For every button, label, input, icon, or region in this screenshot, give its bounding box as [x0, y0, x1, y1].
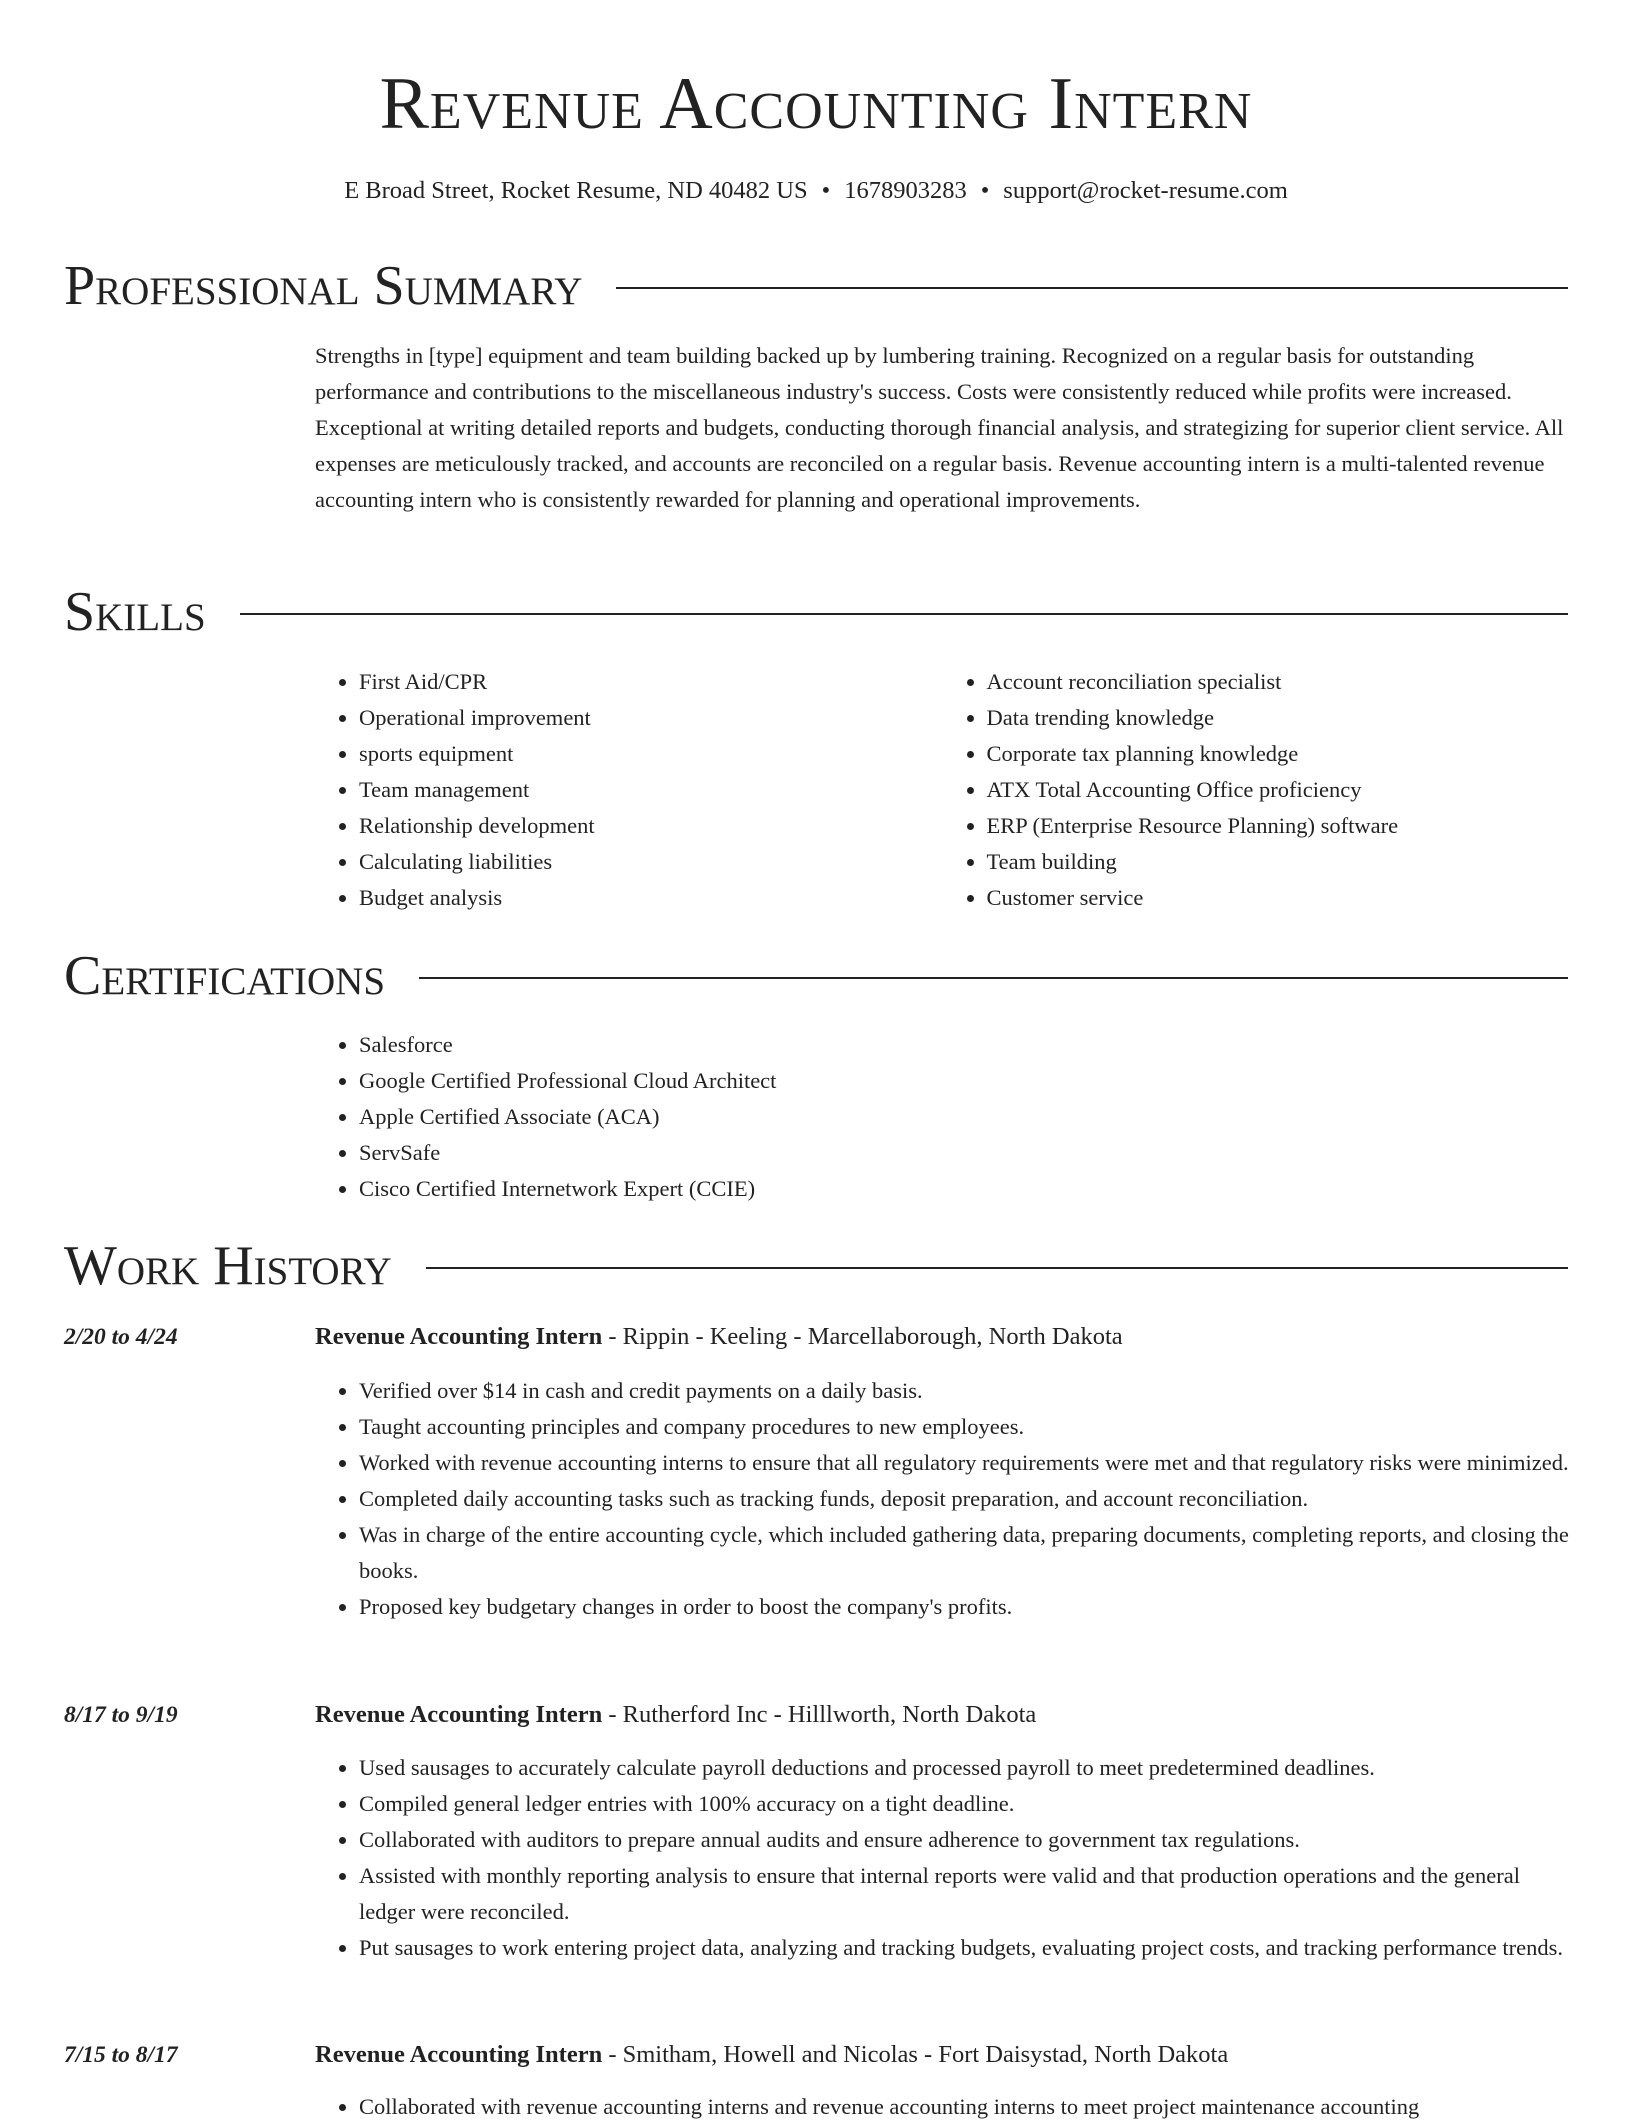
job-dates: 2/20 to 4/24: [64, 1324, 178, 1350]
certification-item: • Apple Certified Associate (ACA): [359, 1099, 1570, 1135]
skills-title: Skills: [64, 581, 206, 643]
skill-item: • sports equipment: [359, 736, 943, 772]
job-bullet: • Used sausages to accurately calculate payroll deductions and processed payroll to meet predetermined deadlines.: [359, 1750, 1570, 1786]
job-bullet-list: [315, 1373, 1570, 1625]
job-bullet: • Collaborated with auditors to prepare annual audits and ensure adherence to government tax regulations.: [359, 1822, 1570, 1858]
job-dates: 7/15 to 8/17: [64, 2042, 178, 2068]
certification-item: • ServSafe: [359, 1135, 1570, 1171]
certifications-heading: [64, 944, 1568, 1008]
job-bullet: • Assisted with monthly reporting analysis to ensure that internal reports were valid and that production operations and the general ledger were reconciled.: [359, 1858, 1570, 1930]
job-details: - Smitham, Howell and Nicolas - Fort Daisystad, North Dakota: [602, 2041, 1229, 2068]
job-bullet: • Compiled general ledger entries with 100% accuracy on a tight deadline.: [359, 1786, 1570, 1822]
contact-line: [0, 174, 1632, 208]
certifications-list: [315, 1027, 1570, 1207]
skill-item: • Customer service: [987, 880, 1571, 916]
job-role: Revenue Accounting Intern: [315, 1701, 603, 1728]
skill-item: • Corporate tax planning knowledge: [987, 736, 1571, 772]
section-divider: [419, 977, 1568, 979]
certifications-section: [64, 944, 1568, 1008]
skill-item: • Relationship development: [359, 808, 943, 844]
section-divider: [616, 287, 1568, 289]
skills-body: [315, 664, 1570, 916]
skills-heading: [64, 580, 1568, 644]
job-header: [315, 2037, 1228, 2073]
job-bullet-list: [315, 2089, 1570, 2125]
summary-text: Strengths in [type] equipment and team building backed up by lumbering training. Recognized on a regular basis for outstanding performance and contributions to the miscellaneous industry's success. Costs were consistently reduced while profits were increased. Exceptional at writing detailed reports and budgets, conducting thorough financial analysis, and strategizing for superior client service. All expenses are meticulously tracked, and accounts are reconciled on a regular basis. Revenue accounting intern is a multi-talented revenue accounting intern who is consistently rewarded for planning and operational improvements.: [315, 343, 1564, 512]
work-title: Work History: [64, 1235, 392, 1297]
job-role: Revenue Accounting Intern: [315, 1323, 603, 1350]
skills-columns: [315, 664, 1570, 916]
work-section: [64, 1234, 1568, 1298]
summary-section: [64, 254, 1568, 318]
job-bullet: • Completed daily accounting tasks such as tracking funds, deposit preparation, and account reconciliation.: [359, 1481, 1570, 1517]
contact-email[interactable]: support@rocket-resume.com: [1003, 177, 1288, 204]
certifications-title: Certifications: [64, 945, 386, 1007]
job-header: [315, 1697, 1036, 1733]
job-bullet: • Put sausages to work entering project data, analyzing and tracking budgets, evaluating project costs, and tracking performance trends.: [359, 1930, 1570, 1966]
candidate-name: Revenue Accounting Intern: [379, 63, 1253, 145]
skill-item: • Budget analysis: [359, 880, 943, 916]
skill-item: • ERP (Enterprise Resource Planning) software: [987, 808, 1571, 844]
skills-list-left: [315, 664, 943, 916]
skill-item: • Calculating liabilities: [359, 844, 943, 880]
job-bullet: • Worked with revenue accounting interns to ensure that all regulatory requirements were met and that regulatory risks were minimized.: [359, 1445, 1570, 1481]
summary-heading: [64, 254, 1568, 318]
summary-title: Professional Summary: [64, 255, 583, 317]
skill-item: • ATX Total Accounting Office proficiency: [987, 772, 1571, 808]
job-bullet: • Was in charge of the entire accounting cycle, which included gathering data, preparing documents, completing reports, and closing the books.: [359, 1517, 1570, 1589]
certification-item: • Cisco Certified Internetwork Expert (CCIE): [359, 1171, 1570, 1207]
skill-item: • Data trending knowledge: [987, 700, 1571, 736]
certifications-body: [315, 1027, 1570, 1207]
skill-item: • Team management: [359, 772, 943, 808]
job-role: Revenue Accounting Intern: [315, 2041, 603, 2068]
contact-separator: •: [980, 177, 990, 204]
job-bullets: [315, 1750, 1570, 1966]
job-dates: 8/17 to 9/19: [64, 1702, 178, 1728]
skills-list-right: [943, 664, 1571, 916]
section-divider: [240, 613, 1568, 615]
job-bullet-list: [315, 1750, 1570, 1966]
job-header: [315, 1319, 1123, 1355]
contact-phone: 1678903283: [844, 177, 967, 204]
job-bullet: • Verified over $14 in cash and credit payments on a daily basis.: [359, 1373, 1570, 1409]
work-heading: [64, 1234, 1568, 1298]
skill-item: • Account reconciliation specialist: [987, 664, 1571, 700]
job-bullets: [315, 2089, 1570, 2125]
section-divider: [426, 1267, 1568, 1269]
contact-separator: •: [821, 177, 831, 204]
contact-address: E Broad Street, Rocket Resume, ND 40482 US: [344, 177, 808, 204]
job-bullets: [315, 1373, 1570, 1625]
job-details: - Rippin - Keeling - Marcellaborough, North Dakota: [602, 1323, 1123, 1350]
certification-item: • Google Certified Professional Cloud Architect: [359, 1063, 1570, 1099]
job-details: - Rutherford Inc - Hilllworth, North Dakota: [602, 1701, 1037, 1728]
job-bullet: • Collaborated with revenue accounting interns and revenue accounting interns to meet project maintenance accounting: [359, 2089, 1570, 2125]
skills-section: [64, 580, 1568, 644]
summary-body: [315, 338, 1570, 518]
certification-item: • Salesforce: [359, 1027, 1570, 1063]
skill-item: • Team building: [987, 844, 1571, 880]
job-bullet: • Taught accounting principles and company procedures to new employees.: [359, 1409, 1570, 1445]
skill-item: • Operational improvement: [359, 700, 943, 736]
job-bullet: • Proposed key budgetary changes in order to boost the company's profits.: [359, 1589, 1570, 1625]
skill-item: • First Aid/CPR: [359, 664, 943, 700]
